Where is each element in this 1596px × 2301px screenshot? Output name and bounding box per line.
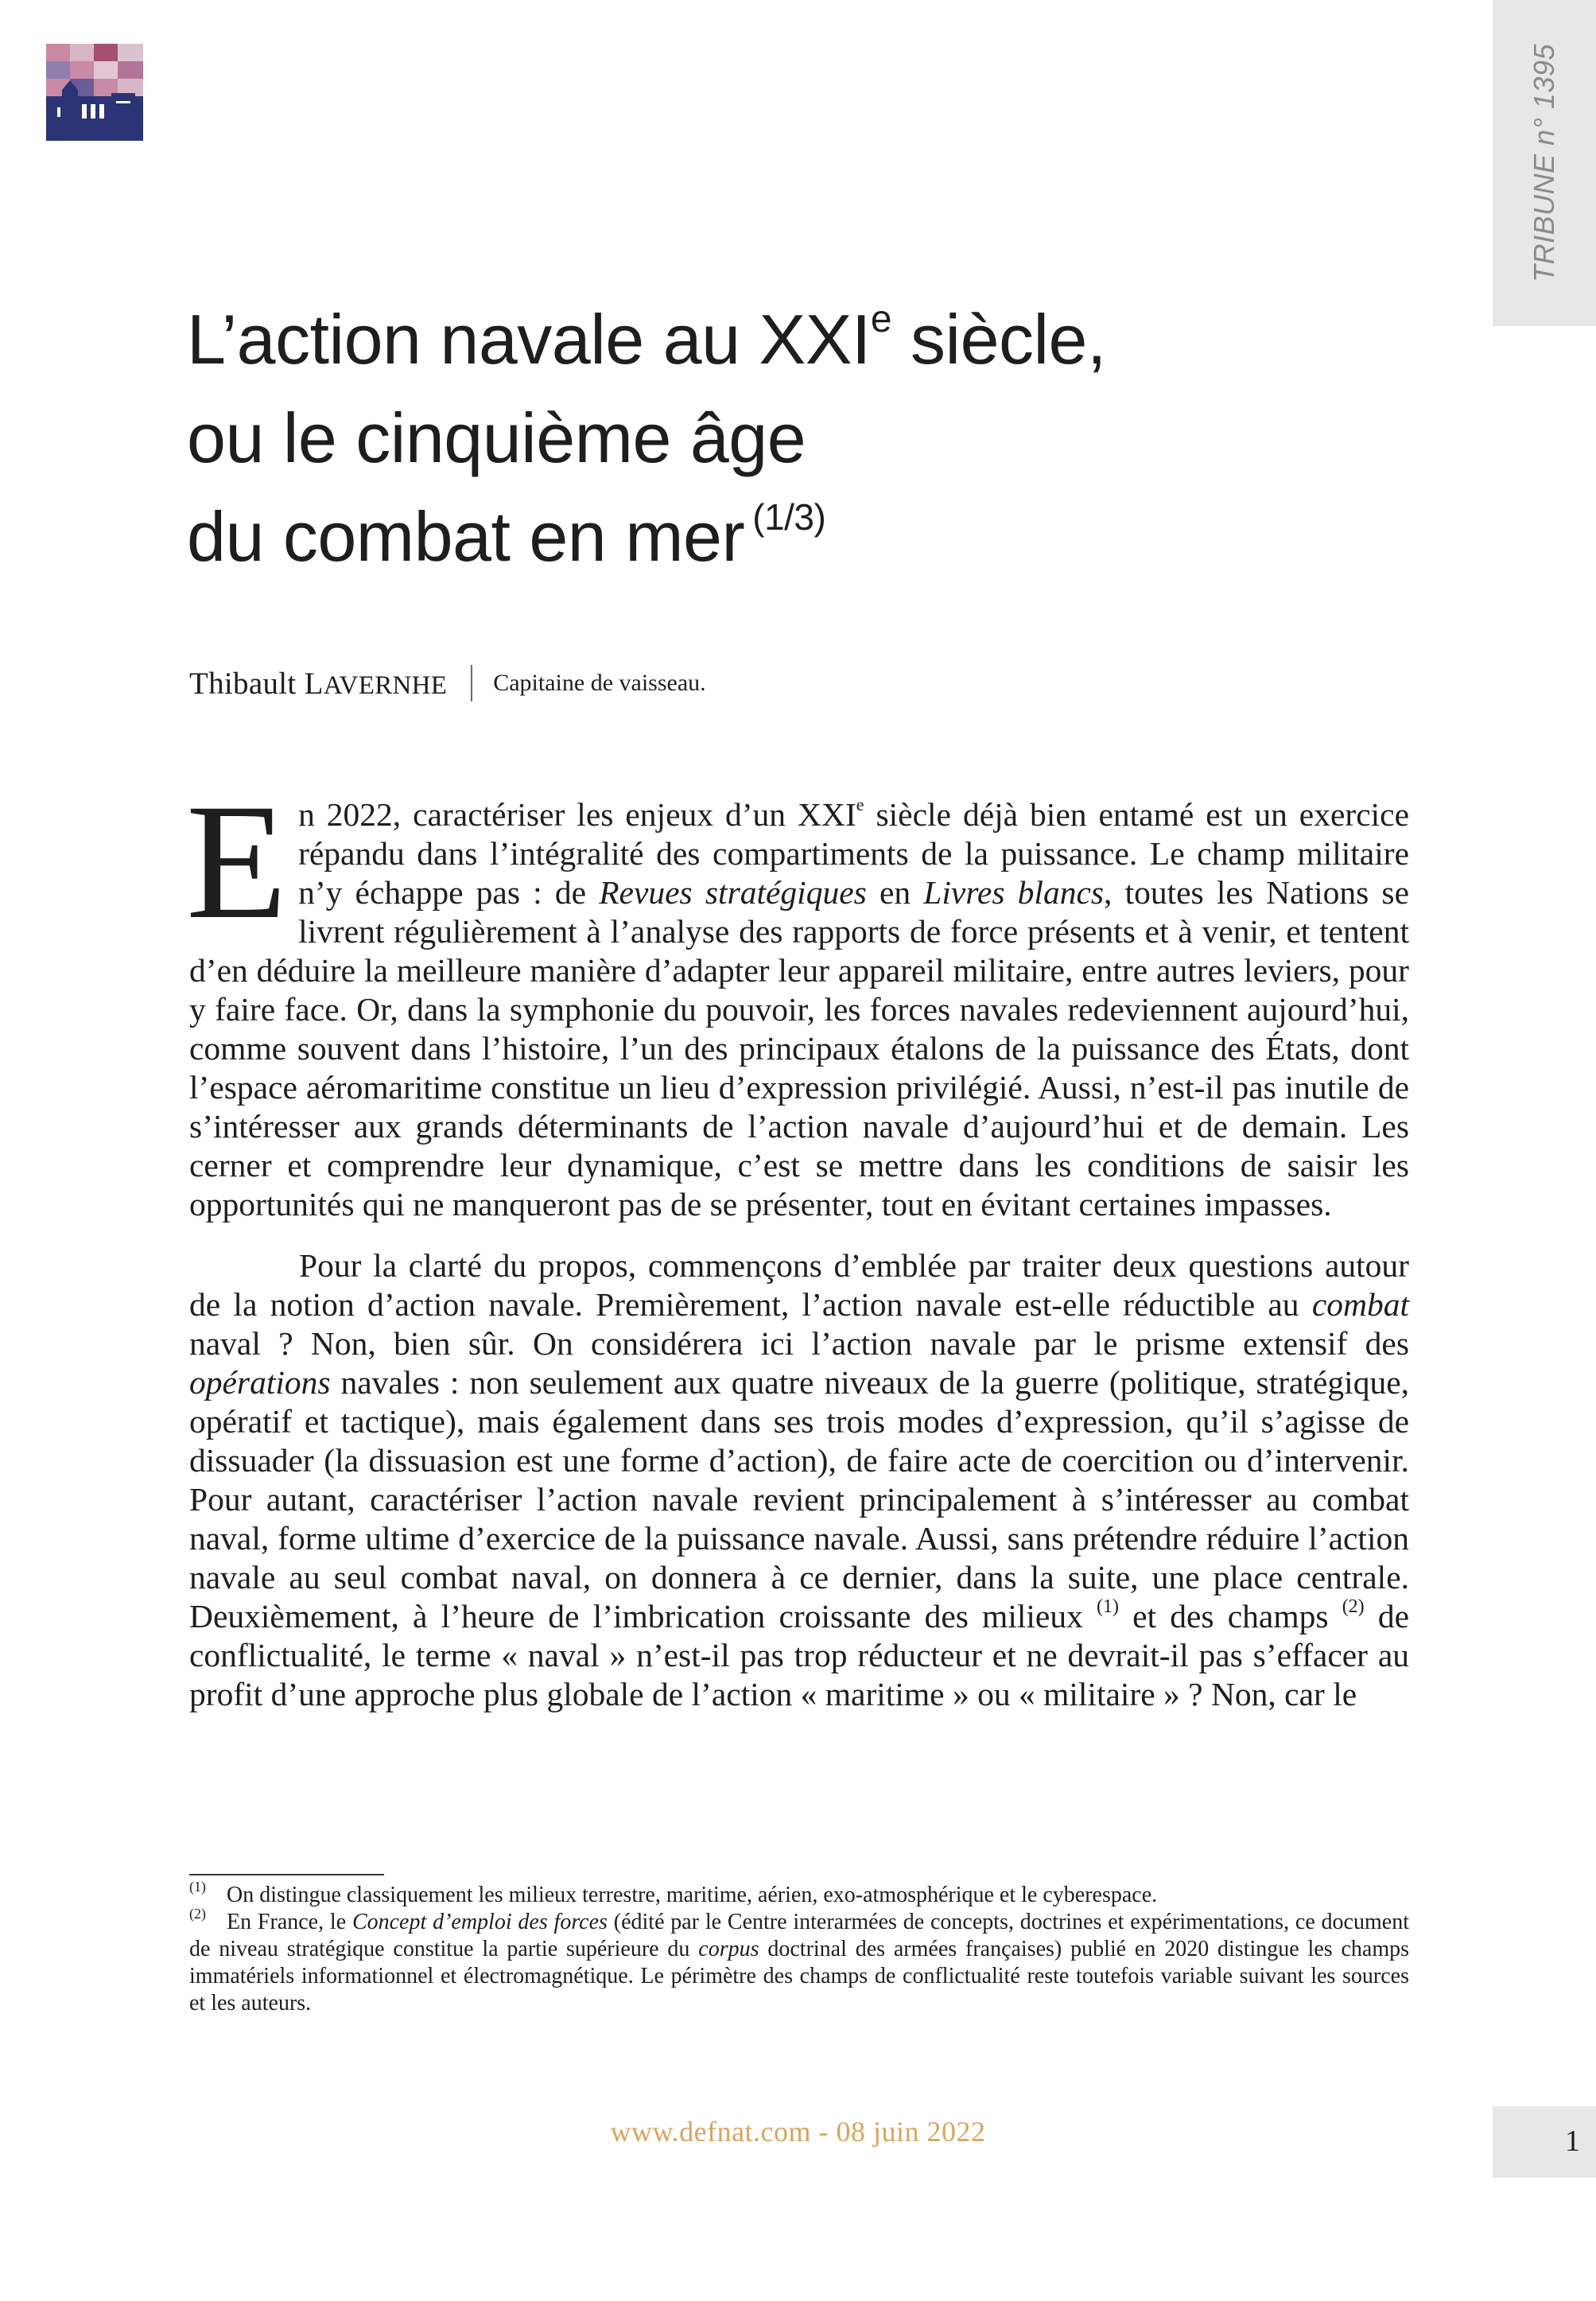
footnotes bbox=[189, 1879, 1410, 2017]
drop-cap: E bbox=[186, 770, 288, 953]
title-line-1: L’action navale au XXIe siècle, bbox=[187, 297, 1106, 379]
page-number: 1 bbox=[1565, 2124, 1580, 2158]
author-byline bbox=[189, 663, 706, 703]
author-name: Thibault LAVERNHE bbox=[189, 666, 448, 701]
footnote-mark-1: (1) bbox=[189, 1879, 206, 1895]
author-role: Capitaine de vaisseau. bbox=[493, 670, 706, 696]
tribune-side-tab bbox=[1493, 0, 1596, 326]
title-line-3: du combat en mer bbox=[187, 497, 745, 576]
tribune-number: TRIBUNE n° 1395 bbox=[1528, 43, 1560, 283]
footnote-ref-1[interactable]: (1) bbox=[1097, 1596, 1119, 1617]
footnote-1: $^{(1)}$ On distingue classiquement les milieux terrestre, maritime, aérien, exo-atmosphérique et le cyberespace. bbox=[189, 1879, 1158, 1907]
footnote-2: $^{(2)}$ En France, le Concept d’emploi des forces (édité par le Centre interarmées de concepts, doctrines et expérimentations, ce document de niveau stratégique constitue la partie supérieure du corpus doctrinal des armées françaises) publié en 2020 distingue les champs immatériels informationnel et électromagnétique. Le périmètre des champs de conflictualité reste toutefois variable suivant les sources et les auteurs. bbox=[189, 1906, 1410, 2015]
paragraph-2: Pour la clarté du propos, commençons d’emblée par traiter deux questions autour de la notion d’action navale. Premièrement, l’action navale est-elle réductible au combat naval ? Non, bien sûr. On considérera ici l’action navale par le prisme extensif des opérations navales : non seulement aux quatre niveaux de la guerre (politique, stratégique, opératif et tactique), mais également dans ses trois modes d’expression, qu’il s’agisse de dissuader (la dissuasion est une forme d’action), de faire acte de coercition ou d’intervenir. Pour autant, caractériser l’action navale revient principalement à s’intéresser au combat naval, forme ultime d’exercice de la puissance navale. Aussi, sans prétendre réduire l’action navale au seul combat naval, on donnera à ce dernier, dans la suite, une place centrale. Deuxièmement, à l’heure de l’imbrication croissante des milieux $^{(1)}$ et des champs $^{(2)}$ de conflictualité, le terme « naval » n’est-il pas trop réducteur et ne devrait-il pas s’effacer au profit d’une approche plus globale de l’action « maritime » ou « militaire » ? Non, car le bbox=[189, 1247, 1410, 1712]
footnote-mark-2: (2) bbox=[189, 1906, 206, 1922]
paragraph-1: En 2022, caractériser les enjeux d’un XXIe siècle déjà bien entamé est un exercice répandu dans l’intégralité des compartiments de la puissance. Le champ militaire n’y échappe pas : de Revues stratégiques en Livres blancs, toutes les Nations se livrent régulièrement à l’analyse des rapports de force présents et à venir, et tentent d’en déduire la meilleure manière d’adapter leur appareil militaire, entre autres leviers, pour y faire face. Or, dans la symphonie du pouvoir, les forces navales redeviennent aujourd’hui, comme souvent dans l’histoire, l’un des principaux étalons de la puissance des États, dont l’espace aéromaritime constitue un lieu d’expression privilégié. Aussi, n’est-il pas inutile de s’intéresser aux grands déterminants de l’action navale d’aujourd’hui et de demain. Les cerner et comprendre leur dynamique, c’est se mettre dans les conditions de saisir les opportunités qui ne manqueront pas de se présenter, tout en évitant certaines impasses. bbox=[186, 770, 1409, 1222]
byline-divider bbox=[471, 665, 472, 702]
title-line-2: ou le cinquième âge bbox=[187, 398, 806, 477]
defnat-logo bbox=[46, 44, 143, 141]
page-number-box bbox=[1493, 2106, 1596, 2178]
title-part-marker: (1/3) bbox=[752, 496, 826, 538]
footnote-divider bbox=[189, 1874, 384, 1875]
footer-url-date[interactable]: www.defnat.com - 08 juin 2022 bbox=[610, 2116, 986, 2147]
logo-image bbox=[46, 44, 143, 141]
footnote-ref-2[interactable]: (2) bbox=[1342, 1596, 1365, 1617]
article-body bbox=[186, 770, 1410, 1714]
article-title bbox=[187, 290, 1300, 586]
